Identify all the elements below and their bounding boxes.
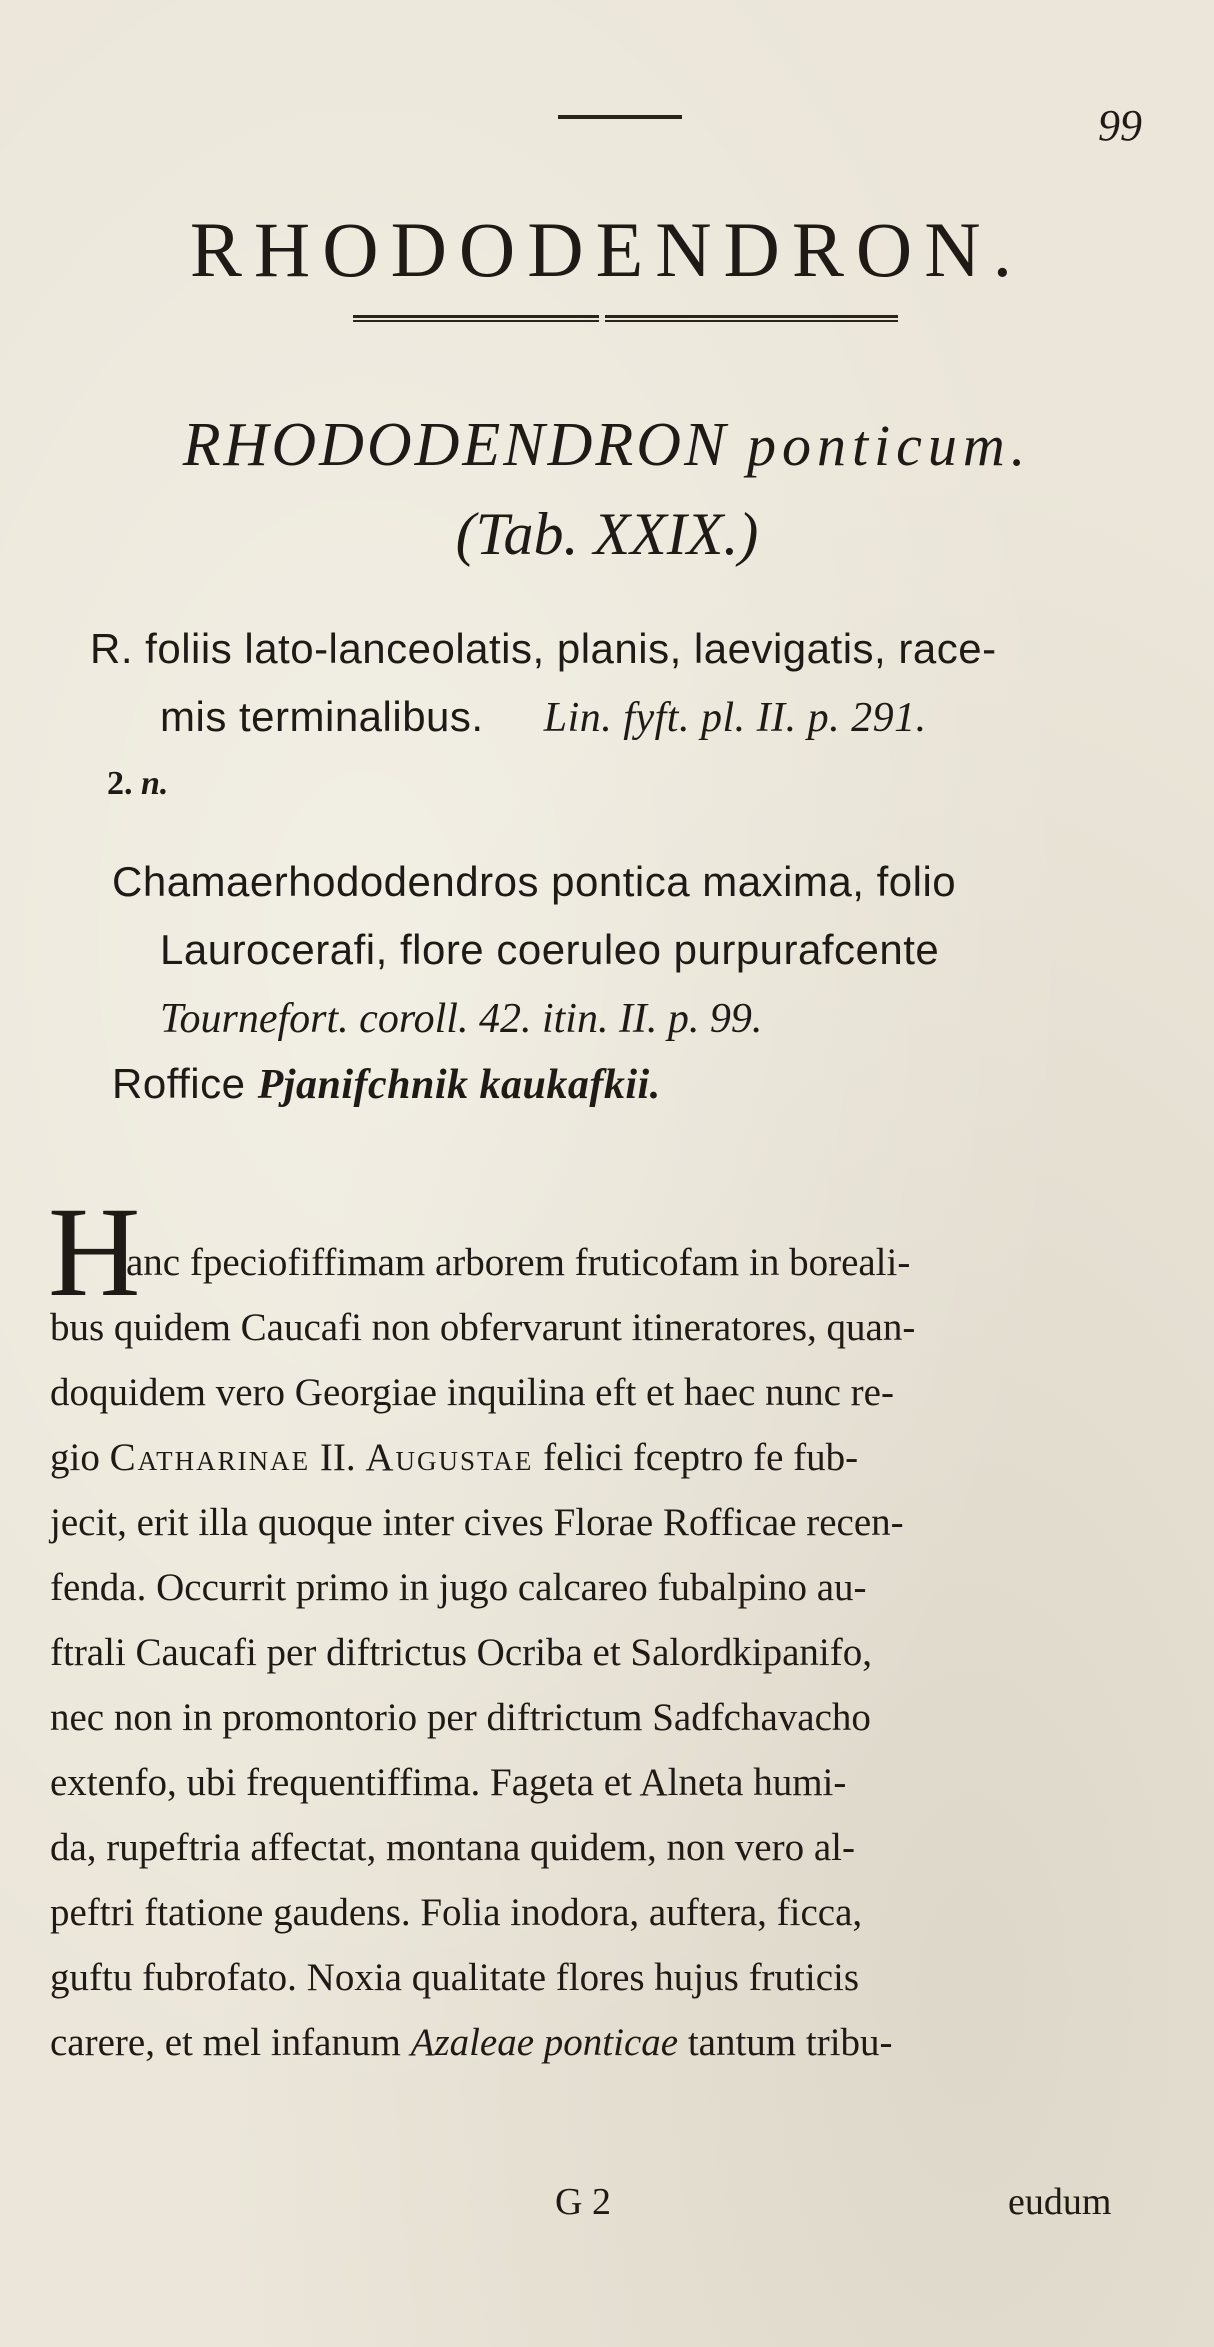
synonymy-line: Laurocerafi, flore coeruleo purpurafcente <box>160 926 940 973</box>
tournefort-citation: Tournefort. coroll. 42. itin. II. p. 99. <box>160 996 763 1042</box>
synonymy-line <box>160 693 927 742</box>
small-caps-name: Augustae <box>365 1436 534 1479</box>
body-line: jecit, erit illa quoque inter cives Florae Rofficae recen- <box>50 1501 904 1544</box>
body-line: ftrali Caucafi per diftrictus Ocriba et Salordkipanifo, <box>50 1631 872 1674</box>
body-line: anc fpeciofiffimam arborem fruticofam in boreali- <box>126 1241 911 1284</box>
top-rule <box>558 115 682 119</box>
body-line: nec non in promontorio per diftrictum Sadfchavacho <box>50 1696 871 1739</box>
species-epithet: ponticum. <box>746 413 1032 478</box>
russian-name: Pjanifchnik kaukafkii. <box>257 1062 661 1108</box>
body-line <box>50 2020 893 2065</box>
running-title: RHODODENDRON. <box>189 206 1025 293</box>
synonymy-line <box>107 765 168 803</box>
body-text: tantum tribu- <box>687 2021 893 2064</box>
body-line: peftri ftatione gaudens. Folia inodora, auftera, ficca, <box>50 1891 863 1934</box>
body-line: doquidem vero Georgiae inquilina eft et haec nunc re- <box>50 1371 894 1414</box>
body-line: fenda. Occurrit primo in jugo calcareo fubalpino au- <box>50 1566 867 1609</box>
small-caps-name: Catharinae <box>109 1436 311 1479</box>
linnaeus-citation: Lin. fyft. pl. II. p. 291. <box>543 695 927 741</box>
body-text: felici fceptro fe fub- <box>543 1436 859 1479</box>
body-line: extenfo, ubi frequentiffima. Fageta et Alneta humi- <box>50 1761 847 1804</box>
synonymy-line: R. foliis lato-lanceolatis, planis, laevigatis, race- <box>90 625 997 672</box>
body-text: gio <box>50 1436 100 1479</box>
synonymy-text-italic: n. <box>141 765 169 802</box>
page-number: 99 <box>1098 101 1142 150</box>
title-double-rule <box>353 315 898 322</box>
plate-reference: (Tab. XXIX.) <box>455 501 759 567</box>
body-text: II. <box>319 1436 356 1479</box>
italic-plant-name: Azaleae ponticae <box>410 2021 679 2064</box>
genus-name: RHODODENDRON <box>182 411 729 479</box>
synonymy-line <box>112 1060 661 1109</box>
body-text: carere, et mel infanum <box>50 2021 401 2064</box>
signature-mark: G 2 <box>555 2181 611 2223</box>
synonymy-line: Chamaerhododendros pontica maxima, folio <box>112 858 957 905</box>
body-line: guftu fubrofato. Noxia qualitate flores hujus fruticis <box>50 1956 860 1999</box>
body-line: bus quidem Caucafi non obfervarunt itineratores, quan- <box>50 1306 916 1349</box>
body-line <box>50 1435 858 1480</box>
synonymy-text: mis terminalibus. <box>160 693 484 740</box>
synonymy-text: 2. <box>107 765 133 802</box>
catchword: eudum <box>1008 2181 1112 2223</box>
synonymy-text: Roffice <box>112 1060 246 1107</box>
species-heading <box>0 410 1214 481</box>
drop-cap: H <box>48 1181 141 1323</box>
body-line: da, rupeftria affectat, montana quidem, non vero al- <box>50 1826 855 1869</box>
